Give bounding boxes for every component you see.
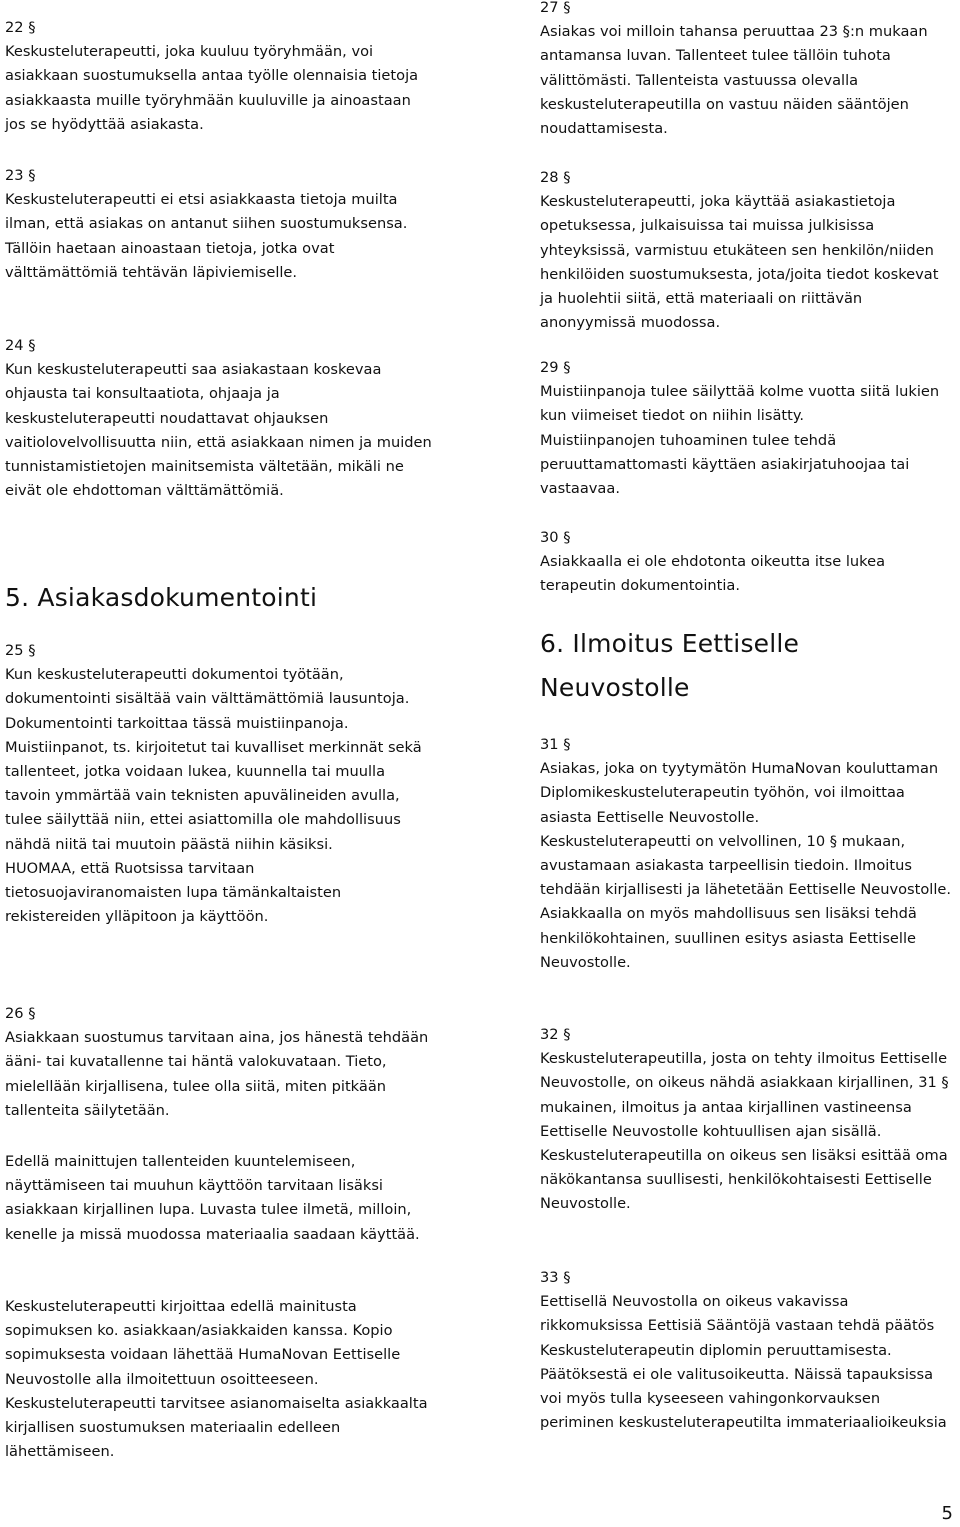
paragraph: Kun keskusteluterapeutti saa asiakastaan koskevaa ohjausta tai konsultaatiota, ohjaaja ja keskusteluterapeutti noudattavat ohjauksen vaitiolovelvollisuutta niin, että asiakkaan nimen ja muiden tunnistamistietojen mainitsemista vältetään, mikäli ne eivät ole ehdottoman välttämättömiä. [5,361,432,500]
heading-asiakasdokumentointi: 5. Asiakasdokumentointi [5,583,318,612]
paragraph: Edellä mainittujen tallenteiden kuuntelemiseen, näyttämiseen tai muuhun käyttöön tarvitaan lisäksi asiakkaan kirjallinen lupa. Luvasta tulee ilmetä, milloin, kenelle ja missä muodossa materiaalia saadaan käyttää. [5,1153,420,1243]
section-number: 32 § [540,1026,571,1043]
section-number: 33 § [540,1269,571,1286]
section-text [540,380,955,501]
section-31 [540,733,955,975]
section-number: 30 § [540,529,571,546]
paragraph: Asiakkaalla on myös mahdollisuus sen lisäksi tehdä henkilökohtainen, suullinen esitys asiasta Eettiselle Neuvostolle. [540,905,917,971]
section-number: 27 § [540,0,571,16]
paragraph: Asiakas voi milloin tahansa peruuttaa 23 §:n mukaan antamansa luvan. Tallenteet tulee tällöin tuhota välittömästi. Tallenteista vastuussa olevalla keskusteluterapeutilla on vastuu näiden sääntöjen noudattamisesta. [540,23,928,138]
paragraph: Keskusteluterapeutti ei etsi asiakkaasta tietoja muilta ilman, että asiakas on antanut siihen suostumuksensa. Tällöin haetaan ainoastaan tietoja, jotka ovat välttämättömiä tehtävän läpiviemiselle. [5,191,408,281]
section-number: 25 § [5,642,36,659]
section-number: 24 § [5,337,36,354]
section-24 [5,334,433,503]
paragraph-tallenteiden-kaytto [5,1150,433,1247]
section-text [540,1290,955,1435]
section-number: 22 § [5,19,36,36]
section-text [540,550,955,598]
paragraph: Keskusteluterapeutti, joka käyttää asiakastietoja opetuksessa, julkaisuissa tai muissa julkisissa yhteyksissä, varmistuu etukäteen sen henkilön/niiden henkilöiden suostumuksesta, jota/joita tiedot koskevat ja huolehtii siitä, että materiaali on riittävän anonyymissä muodossa. [540,193,939,332]
page-number: 5 [941,1503,953,1524]
section-number: 23 § [5,167,36,184]
section-text [540,757,955,975]
paragraph: Kun keskusteluterapeutti dokumentoi työtään, dokumentointi sisältää vain välttämättömiä lausuntoja. Dokumentointi tarkoittaa tässä muistiinpanoja. [5,666,410,732]
section-25 [5,639,433,929]
section-29 [540,356,955,501]
section-text [5,40,433,137]
section-text [540,20,955,141]
section-number: 31 § [540,736,571,753]
section-26 [5,1002,433,1123]
paragraph: Asiakkaan suostumus tarvitaan aina, jos hänestä tehdään ääni- tai kuvatallenne tai häntä valokuvataan. Tieto, mielellään kirjallisena, tulee olla siitä, miten pitkään tallenteita säilytetään. [5,1029,429,1119]
paragraph: Keskusteluterapeutti kirjoittaa edellä mainitusta sopimuksen ko. asiakkaan/asiakkaiden kanssa. Kopio sopimuksesta voidaan lähettää HumaNovan Eettiselle Neuvostolle alla ilmoitettuun osoitteeseen. Keskusteluterapeutti tarvitsee asianomaiselta asiakkaalta kirjallisen suostumuksen materiaalin edelleen lähettämiseen. [5,1298,428,1461]
section-number: 26 § [5,1005,36,1022]
paragraph: Muistiinpanot, ts. kirjoitetut tai kuvalliset merkinnät sekä tallenteet, jotka voidaan lukea, kuunnella tai muulla tavoin ymmärtää vain teknisten apuvälineiden avulla, tulee säilyttää niin, ettei asiattomilla ole mahdollisuus nähdä niitä tai muutoin päästä niihin käsiksi. [5,738,422,853]
paragraph: Asiakas, joka on tyytymätön HumaNovan kouluttaman Diplomikeskusteluterapeutin työhön, voi ilmoittaa asiasta Eettiselle Neuvostolle. [540,760,939,826]
paragraph: Keskusteluterapeutilla, josta on tehty ilmoitus Eettiselle Neuvostolle, on oikeus nähdä asiakkaan kirjallinen, 31 § mukainen, ilmoitus ja antaa kirjallinen vastineensa Eettiselle Neuvostolle kohtuullisen ajan sisällä. Keskusteluterapeutilla on oikeus sen lisäksi esittää oma näkökantansa suullisesti, henkilökohtaisesti Eettiselle Neuvostolle. [540,1050,949,1213]
paragraph: Muistiinpanoja tulee säilyttää kolme vuotta siitä lukien kun viimeiset tiedot on niihin lisätty. [540,383,940,425]
section-27 [540,0,955,141]
section-33 [540,1266,955,1435]
section-22 [5,16,433,137]
paragraph-sopimus [5,1295,433,1464]
section-23 [5,164,433,285]
section-text [5,1026,433,1123]
paragraph: HUOMAA, että Ruotsissa tarvitaan tietosuojaviranomaisten lupa tämänkaltaisten rekistereiden ylläpitoon ja käyttöön. [5,859,342,926]
section-30 [540,526,955,599]
paragraph: Asiakkaalla ei ole ehdotonta oikeutta itse lukea terapeutin dokumentointia. [540,553,886,595]
section-text [5,358,433,503]
section-text [5,188,433,285]
paragraph: Eettisellä Neuvostolla on oikeus vakavissa rikkomuksissa Eettisiä Sääntöjä vastaan tehdä päätös Keskusteluterapeutin diplomin peruuttamisesta. Päätöksestä ei ole valitusoikeutta. Näissä tapauksissa voi myös tulla kyseeseen vahingonkorvauksen periminen keskusteluterapeutilta immateriaalioikeuksia [540,1293,947,1432]
section-text [5,663,433,929]
section-text [540,1047,955,1216]
paragraph: Keskusteluterapeutti on velvollinen, 10 § mukaan, avustamaan asiakasta tarpeellisin tiedoin. Ilmoitus tehdään kirjallisesti ja lähetetään Eettiselle Neuvostolle. [540,832,952,899]
paragraph: Muistiinpanojen tuhoaminen tulee tehdä peruuttamattomasti käyttäen asiakirjatuhoojaa tai vastaavaa. [540,431,910,498]
heading-ilmoitus-eettiselle-neuvostolle: 6. Ilmoitus Eettiselle Neuvostolle [540,629,800,702]
section-number: 29 § [540,359,571,376]
section-text [540,190,955,335]
section-28 [540,166,955,335]
section-number: 28 § [540,169,571,186]
section-32 [540,1023,955,1217]
paragraph: Keskusteluterapeutti, joka kuuluu työryhmään, voi asiakkaan suostumuksella antaa työlle olennaisia tietoja asiakkaasta muille työryhmään kuuluville ja ainoastaan jos se hyödyttää asiakasta. [5,43,419,133]
